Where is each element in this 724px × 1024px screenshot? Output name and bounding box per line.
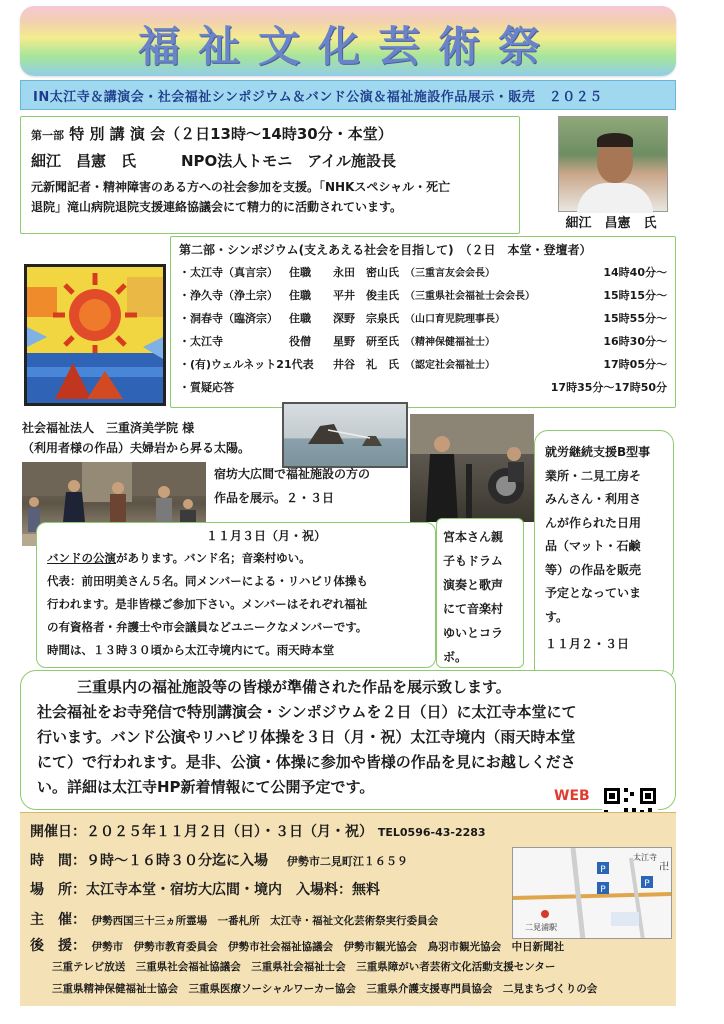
shop-line: 等）の作品を販売 (545, 562, 642, 577)
svg-text:P: P (600, 865, 606, 875)
support-row (30, 935, 564, 955)
band-line1-rest: があります。バンド名；音楽村ゆい。 (116, 551, 311, 565)
panelist-temple: ・太江寺（真言宗） (179, 265, 278, 279)
panelist-time: 14時40分〜 (603, 265, 667, 279)
shop-line: みんさん・利用さ (545, 492, 642, 506)
exhibit-org-label (22, 418, 282, 458)
address: 伊勢市二見町江１６５９ (286, 855, 408, 868)
main-line4: にて）で行われます。是非、公演・体操に参加や皆様の作品を見にお越しくださ (37, 753, 576, 771)
list-item (179, 306, 667, 329)
date-label: 開催日：２０２５年１１月２日（日）・３日（月・祝） (30, 824, 373, 840)
shop-line: す。 (545, 609, 569, 624)
panelist-role: 住職 (289, 311, 311, 325)
singer-photo (410, 414, 534, 522)
panelist-name: 永田 密山氏 (333, 265, 399, 279)
band-date: １１月３日（月・祝） (205, 529, 326, 543)
shop-line: 予定となっていま (545, 586, 642, 600)
panelist-temple: ・太江寺 (179, 334, 223, 348)
panelist-name: 井谷 礼 氏 (333, 357, 399, 371)
drum-line: にて音楽村 (443, 602, 504, 616)
tel-number: TEL0596-43-2283 (377, 826, 486, 839)
band-line4: の有資格者・弁護士や市会議員などユニークなメンバーです。 (47, 620, 368, 634)
time-label: 時 間：９時〜１６時３０分迄に入場 (30, 853, 268, 869)
workshop-sales-box (534, 430, 674, 682)
subtitle-bar: IN太江寺＆講演会・社会福祉シンポジウム＆バンド公演＆福祉施設作品展示・販売 ２０２５ (20, 80, 676, 110)
singer-svg (410, 414, 534, 522)
list-item (179, 352, 667, 375)
part2-heading: 第二部・シンポジウム(支えあえる社会を目指して) （２日 本堂・登壇者） (179, 243, 592, 257)
panelist-role: 役僧 (289, 334, 311, 348)
part1-heading (31, 123, 509, 144)
panelist-role: 住職 (289, 265, 311, 279)
access-map (512, 847, 672, 939)
exhibit-org-line: 社会福祉法人 三重済美学院 様 (22, 421, 195, 435)
shop-date: １１月２・３日 (545, 637, 630, 651)
map-svg (513, 848, 672, 939)
shop-line: んが作られた日用 (545, 515, 642, 530)
shop-line: 品（マット・石鹸 (545, 539, 641, 553)
band-line1 (47, 547, 425, 570)
rock-svg (284, 404, 406, 466)
panelist-name: 星野 研至氏 (333, 334, 399, 348)
drum-line: 宮本さん親 (443, 530, 504, 544)
web-link[interactable]: WEB (554, 788, 590, 804)
part2-symposium-box (170, 236, 676, 408)
shop-line: 業所・二見工房そ (545, 468, 642, 483)
band-line3: 行われます。是非皆様ご参加下さい。メンバーはそれぞれ福祉 (47, 597, 368, 611)
meoto-iwa-photo (282, 402, 408, 468)
hall-exhibit-text (214, 462, 426, 510)
host-label: 主 催： (30, 912, 86, 928)
shop-line: 就労継続支援B型事 (545, 445, 651, 459)
title-banner (20, 6, 676, 76)
panelist-org: （認定社会福祉士） (405, 360, 495, 371)
main-text (37, 675, 659, 800)
list-item (179, 283, 667, 306)
support-line2: 三重テレビ放送 三重県社会福祉協議会 三重県社会福祉士会 三重県障がい者芸術文化活動支援センター (52, 961, 556, 973)
drum-line: 演奏と歌声 (443, 578, 504, 592)
part1-label: 第一部 (31, 129, 64, 142)
hall-line1: 宿坊大広間で福祉施設の方の (214, 467, 371, 481)
band-concert-link-text: バンドの公演 (47, 551, 116, 565)
mosaic-svg (27, 267, 163, 403)
panelist-temple: ・洞春寺（臨済宗） (179, 311, 278, 325)
main-line3: 行います。バンド公演やリハビリ体操を３日（月・祝）太江寺境内（雨天時本堂 (37, 728, 576, 746)
host-row (30, 909, 438, 929)
page-title: 福祉文化芸術祭 (137, 22, 558, 71)
time-row (30, 850, 408, 870)
map-station-label: 二見浦駅 (525, 923, 557, 932)
band-line2: 代表：前田明美さん５名。同メンバーによる・リハビリ体操も (47, 574, 368, 588)
panelist-name: 深野 宗泉氏 (333, 311, 399, 325)
main-line1: 三重県内の福祉施設等の皆様が準備された作品を展示致します。 (77, 678, 511, 696)
panelist-temple: ・(有)ウェルネット21代表 (179, 357, 314, 371)
panelist-time: 15時55分〜 (603, 311, 667, 325)
photo-shirt (577, 183, 653, 213)
qa-label: ・質疑応答 (179, 380, 234, 394)
support-line1: 伊勢市 伊勢市教育委員会 伊勢市社会福祉協議会 伊勢市観光協会 鳥羽市観光協会 中日新聞社 (91, 941, 565, 953)
support-line3: 三重県精神保健福祉士協会 三重県医療ソーシャルワーカー協会 三重県介護支援専門員協会 二見まちづくりの会 (52, 983, 598, 995)
panelist-org: （三重県社会福祉士会会長） (405, 291, 535, 302)
part1-desc-line1: 元新聞記者・精神障害のある方への社会参加を支援。「NHKスペシャル・死亡 (31, 180, 451, 194)
svg-text:P: P (644, 879, 650, 889)
drum-line: ボ。 (443, 650, 468, 664)
speaker-photo (558, 116, 668, 212)
main-line2: 社会福祉をお寺発信で特別講演会・シンポジウムを２日（日）に太江寺本堂にて (37, 703, 577, 721)
panelist-temple: ・浄久寺（浄土宗） (179, 288, 278, 302)
band-body (47, 547, 425, 662)
part1-description (31, 177, 509, 217)
list-item (179, 260, 667, 283)
band-line5: 時間は、１３時３０頃から太江寺境内にて。雨天時本堂 (47, 643, 335, 657)
panelist-time: 16時30分〜 (603, 334, 667, 348)
photo-hair (597, 133, 633, 147)
part1-desc-line2: 退院」滝山病院退院支援連絡協議会にて精力的に活動されています。 (31, 200, 403, 214)
panelist-org: （山口育児院理事長） (405, 314, 505, 325)
map-temple-label: 太江寺 (633, 853, 657, 862)
drum-line: ゆいとコラ (443, 626, 504, 640)
band-concert-box (36, 522, 436, 668)
panelist-name: 平井 俊圭氏 (333, 288, 399, 302)
support-label: 後 援： (30, 938, 86, 954)
qa-time: 17時35分〜17時50分 (550, 380, 667, 394)
panelist-time: 15時15分〜 (603, 288, 667, 302)
panelist-time: 17時05分〜 (603, 357, 667, 371)
panelist-role: 住職 (289, 288, 311, 302)
exhibit-art-line: （利用者様の作品）夫婦岩から昇る太陽。 (22, 441, 251, 455)
mosaic-artwork-image (24, 264, 166, 406)
drum-info-box (436, 518, 524, 668)
hall-line2: 作品を展示。２・３日 (214, 491, 335, 505)
event-info-area (20, 812, 676, 1006)
place-row: 場 所：太江寺本堂・宿坊大広間・境内 入場料：無料 (30, 882, 380, 898)
part1-heading-text: 特 別 講 演 会（２日13時〜14時30分・本堂） (69, 125, 393, 143)
qa-row (179, 375, 667, 398)
panelist-org: （三重言友会会長） (405, 268, 495, 279)
date-row (30, 821, 486, 841)
list-item (179, 329, 667, 352)
main-line5: い。詳細は太江寺HP新着情報にて公開予定です。 (37, 778, 375, 796)
speaker-photo-caption: 細江 昌憲 氏 (565, 216, 657, 231)
part1-speaker: 細江 昌憲 氏 NPO法人トモニ アイル施設長 (31, 152, 396, 170)
panelist-org: （精神保健福祉士） (405, 337, 495, 348)
drum-line: 子もドラム (443, 554, 503, 568)
svg-text:P: P (600, 885, 606, 895)
svg-text:卍: 卍 (659, 862, 669, 873)
part1-lecture-box (20, 116, 520, 234)
host-text: 伊勢西国三十三ヵ所霊場 一番札所 太江寺・福祉文化芸術祭実行委員会 (91, 915, 439, 927)
